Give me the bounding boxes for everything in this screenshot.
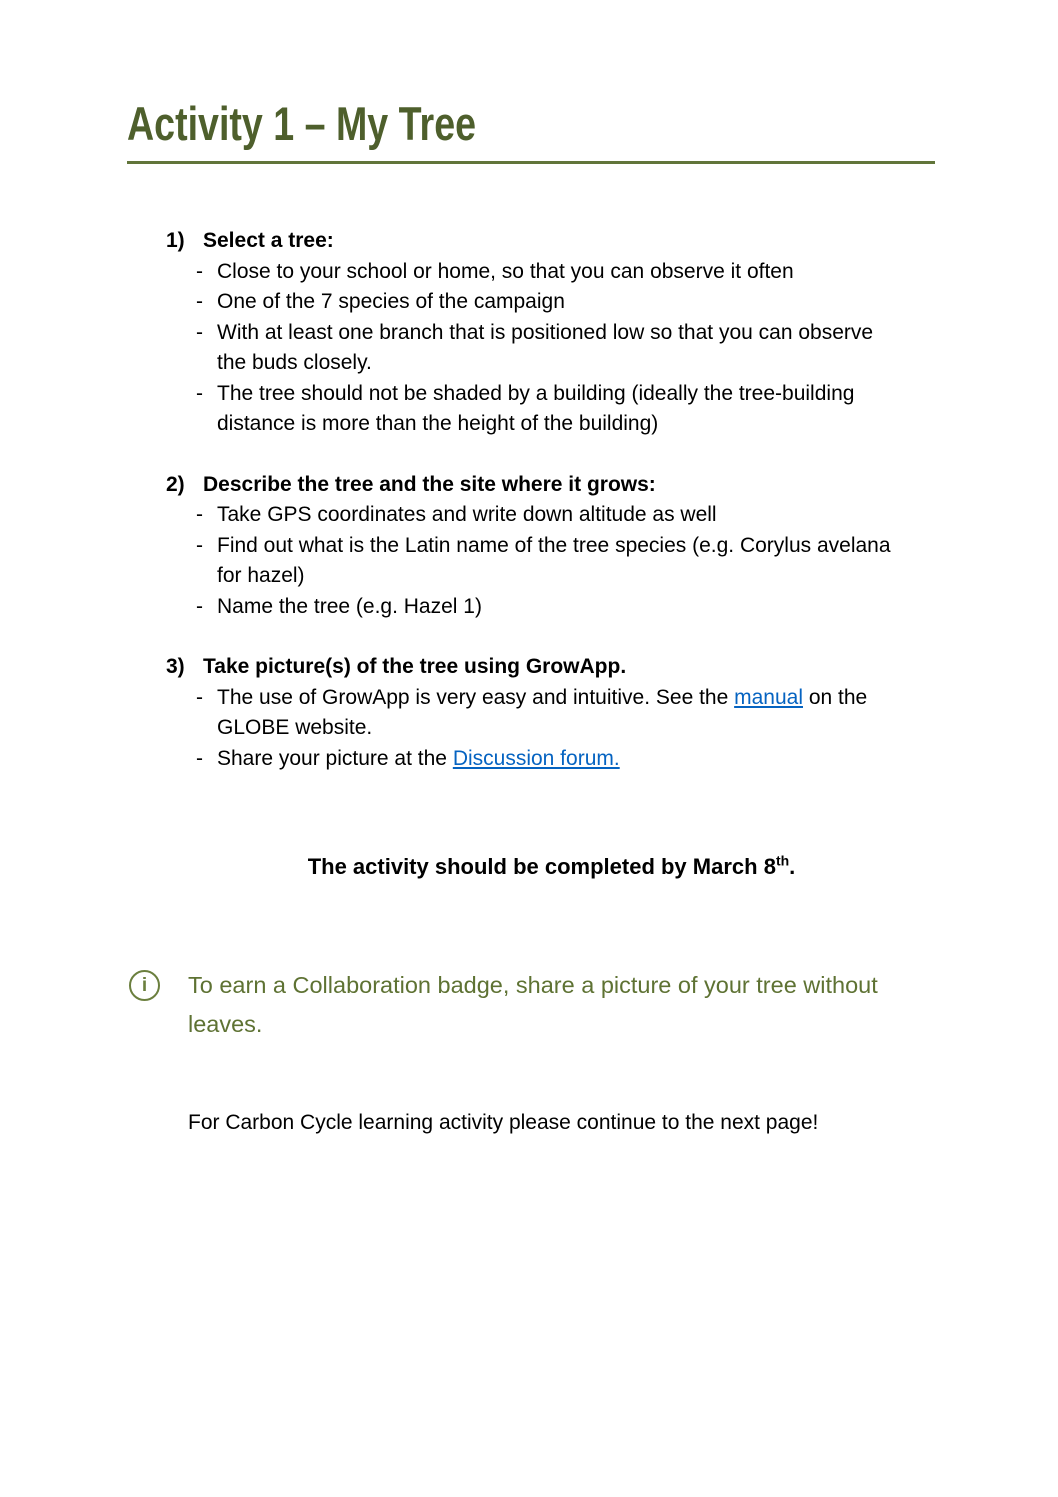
deadline-statement	[0, 852, 1058, 882]
text-segment: The activity should be completed by March 8	[307, 854, 776, 879]
list-item-text: Name the tree (e.g. Hazel 1)	[217, 594, 482, 618]
list-item	[0, 379, 1058, 440]
dash-bullet: -	[196, 594, 203, 618]
text-segment: The use of GrowApp is very easy and intuitive. See the	[217, 685, 735, 709]
section-number: 3)	[166, 655, 185, 678]
list-item	[0, 744, 1058, 775]
dash-bullet: -	[196, 533, 203, 557]
section-describe-the-tree	[0, 470, 1058, 623]
list-item	[0, 257, 1058, 288]
collaboration-badge-note	[129, 966, 1058, 1044]
section-heading	[0, 652, 1058, 683]
section-heading-text: Select a tree:	[203, 229, 334, 252]
manual-link[interactable]: manual	[734, 685, 803, 709]
section-take-pictures	[0, 652, 1058, 774]
info-icon	[129, 970, 160, 1001]
text-segment: on the GLOBE website.	[217, 685, 868, 739]
section-select-a-tree	[0, 226, 1058, 440]
section-heading	[0, 226, 1058, 257]
dash-bullet: -	[196, 290, 203, 313]
list-item-text: One of the 7 species of the campaign	[217, 290, 565, 313]
text-segment: .	[789, 854, 796, 879]
page-title: Activity 1 – My Tree	[127, 97, 477, 150]
list-item-text	[217, 683, 897, 744]
text-segment: Share your picture at the	[217, 746, 453, 770]
dash-bullet: -	[196, 381, 203, 405]
dash-bullet: -	[196, 320, 203, 344]
info-icon-glyph: i	[141, 974, 148, 996]
dash-bullet: -	[196, 685, 203, 709]
list-item-text	[217, 744, 897, 775]
section-number: 2)	[166, 472, 185, 496]
dash-bullet: -	[196, 259, 203, 283]
list-item	[0, 592, 1058, 623]
list-item	[0, 287, 1058, 318]
list-item-text: Take GPS coordinates and write down altitude as well	[217, 503, 717, 526]
ordinal-superscript: th	[775, 852, 790, 869]
list-item	[0, 531, 1058, 592]
activity-instructions	[0, 226, 1058, 774]
dash-bullet: -	[196, 503, 203, 526]
list-item-text: The tree should not be shaded by a building (ideally the tree-building distance is more than the height of the building)	[217, 381, 855, 435]
section-number: 1)	[166, 229, 185, 252]
carbon-cycle-note: For Carbon Cycle learning activity please continue to the next page!	[188, 1111, 819, 1134]
section-heading	[0, 470, 1058, 501]
discussion-forum-link[interactable]: Discussion forum.	[452, 746, 620, 770]
list-item-text: Close to your school or home, so that you can observe it often	[217, 259, 794, 283]
list-item	[0, 318, 1058, 379]
list-item-text: Find out what is the Latin name of the tree species (e.g. Corylus avelana for hazel)	[217, 533, 891, 587]
list-item	[0, 500, 1058, 531]
section-heading-text: Describe the tree and the site where it grows:	[203, 472, 656, 496]
list-item-text: With at least one branch that is positioned low so that you can observe the buds closely.	[217, 320, 874, 374]
section-heading-text: Take picture(s) of the tree using GrowApp.	[203, 655, 627, 678]
title-underline	[127, 161, 935, 164]
list-item	[0, 683, 1058, 744]
dash-bullet: -	[196, 746, 203, 770]
collaboration-badge-text: To earn a Collaboration badge, share a picture of your tree without leaves.	[188, 972, 878, 1037]
